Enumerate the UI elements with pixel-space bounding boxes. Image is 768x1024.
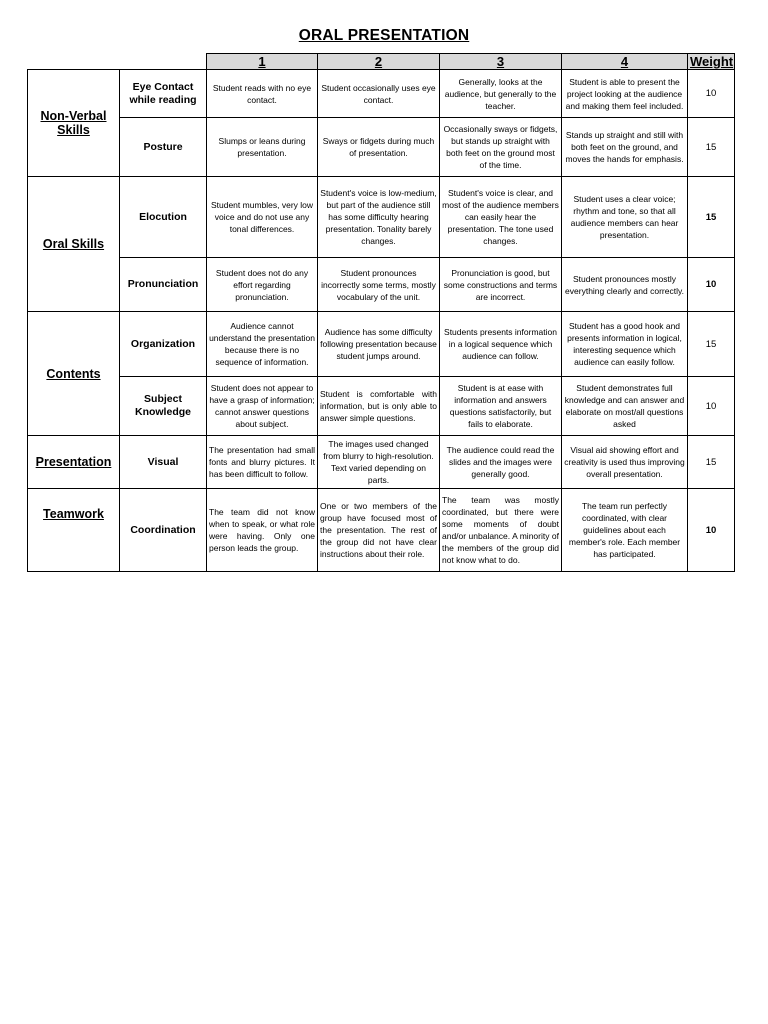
score-1-cell: Slumps or leans during presentation. bbox=[207, 118, 318, 177]
table-row bbox=[28, 70, 735, 118]
table-row bbox=[28, 377, 735, 436]
weight-cell: 15 bbox=[688, 118, 735, 177]
criterion-label: Coordination bbox=[120, 489, 207, 572]
criterion-label: Posture bbox=[120, 118, 207, 177]
score-4-cell: Student uses a clear voice; rhythm and tone, so that all audience members can hear presentation. bbox=[562, 177, 688, 258]
score-3-cell: Students presents information in a logical sequence which audience can follow. bbox=[440, 312, 562, 377]
score-1-cell: Student does not do any effort regarding pronunciation. bbox=[207, 258, 318, 312]
score-2-cell: Student pronounces incorrectly some terms, mostly vocabulary of the unit. bbox=[318, 258, 440, 312]
table-row bbox=[28, 258, 735, 312]
page-title: ORAL PRESENTATION bbox=[298, 27, 470, 44]
score-4-cell: Visual aid showing effort and creativity is used thus improving overall presentation. bbox=[562, 436, 688, 489]
table-row bbox=[28, 489, 735, 572]
weight-cell: 10 bbox=[688, 70, 735, 118]
weight-cell: 15 bbox=[688, 177, 735, 258]
criterion-label: Pronunciation bbox=[120, 258, 207, 312]
score-2-cell: Student's voice is low-medium, but part of the audience still has some difficulty hearing presentation. Tonality barely changes. bbox=[318, 177, 440, 258]
score-4-cell: Student has a good hook and presents information in logical, interesting sequence which audience can easily follow. bbox=[562, 312, 688, 377]
score-3-cell: Student's voice is clear, and most of the audience members can easily hear the presentation. The tone used changes. bbox=[440, 177, 562, 258]
score-2-cell: Student is comfortable with information, but is only able to answer simple questions. bbox=[318, 377, 440, 436]
table-row bbox=[28, 312, 735, 377]
header-score-3: 3 bbox=[440, 54, 562, 70]
score-3-cell: The audience could read the slides and the images were generally good. bbox=[440, 436, 562, 489]
score-4-cell: Student demonstrates full knowledge and can answer and elaborate on most/all questions asked bbox=[562, 377, 688, 436]
score-4-cell: Stands up straight and still with both feet on the ground, and moves the hands for emphasis. bbox=[562, 118, 688, 177]
weight-cell: 15 bbox=[688, 436, 735, 489]
score-4-cell: Student is able to present the project looking at the audience and making them feel included. bbox=[562, 70, 688, 118]
header-blank bbox=[28, 54, 207, 70]
score-2-cell: Sways or fidgets during much of presentation. bbox=[318, 118, 440, 177]
score-2-cell: The images used changed from blurry to high-resolution. Text varied depending on parts. bbox=[318, 436, 440, 489]
category-contents: Contents bbox=[28, 312, 120, 436]
criterion-label: Eye Contact while reading bbox=[120, 70, 207, 118]
weight-cell: 10 bbox=[688, 377, 735, 436]
score-3-cell: The team was mostly coordinated, but there were some moments of doubt and/or unbalance. A minority of the members of the group did not know what to do. bbox=[440, 489, 562, 572]
criterion-label: Organization bbox=[120, 312, 207, 377]
header-score-4: 4 bbox=[562, 54, 688, 70]
score-1-cell: Audience cannot understand the presentation because there is no sequence of information. bbox=[207, 312, 318, 377]
header-score-2: 2 bbox=[318, 54, 440, 70]
score-1-cell: Student does not appear to have a grasp of information; cannot answer questions about subject. bbox=[207, 377, 318, 436]
category-oral-skills: Oral Skills bbox=[28, 177, 120, 312]
rubric-table bbox=[27, 53, 735, 572]
score-1-cell: Student reads with no eye contact. bbox=[207, 70, 318, 118]
table-row bbox=[28, 118, 735, 177]
category-teamwork: Teamwork bbox=[28, 489, 120, 572]
header-row bbox=[28, 54, 735, 70]
header-score-1: 1 bbox=[207, 54, 318, 70]
weight-cell: 10 bbox=[688, 258, 735, 312]
criterion-label: Elocution bbox=[120, 177, 207, 258]
score-1-cell: The team did not know when to speak, or what role were having. Only one person leads the group. bbox=[207, 489, 318, 572]
weight-cell: 15 bbox=[688, 312, 735, 377]
score-1-cell: Student mumbles, very low voice and do not use any tonal differences. bbox=[207, 177, 318, 258]
category-presentation: Presentation bbox=[28, 436, 120, 489]
score-4-cell: Student pronounces mostly everything clearly and correctly. bbox=[562, 258, 688, 312]
weight-cell: 10 bbox=[688, 489, 735, 572]
score-1-cell: The presentation had small fonts and blurry pictures. It has been difficult to follow. bbox=[207, 436, 318, 489]
category-nonverbal-skills: Non-Verbal Skills bbox=[28, 70, 120, 177]
score-2-cell: Audience has some difficulty following presentation because student jumps around. bbox=[318, 312, 440, 377]
score-3-cell: Student is at ease with information and answers questions satisfactorily, but fails to elaborate. bbox=[440, 377, 562, 436]
score-2-cell: One or two members of the group have focused most of the presentation. The rest of the group did not have clear instructions about their role. bbox=[318, 489, 440, 572]
score-3-cell: Pronunciation is good, but some constructions and terms are incorrect. bbox=[440, 258, 562, 312]
score-3-cell: Generally, looks at the audience, but generally to the teacher. bbox=[440, 70, 562, 118]
score-2-cell: Student occasionally uses eye contact. bbox=[318, 70, 440, 118]
table-row bbox=[28, 436, 735, 489]
table-row bbox=[28, 177, 735, 258]
score-3-cell: Occasionally sways or fidgets, but stands up straight with both feet on the ground most of the time. bbox=[440, 118, 562, 177]
criterion-label: Visual bbox=[120, 436, 207, 489]
criterion-label: Subject Knowledge bbox=[120, 377, 207, 436]
score-4-cell: The team run perfectly coordinated, with clear guidelines about each member's role. Each member has participated. bbox=[562, 489, 688, 572]
header-weight: Weight bbox=[688, 54, 735, 70]
